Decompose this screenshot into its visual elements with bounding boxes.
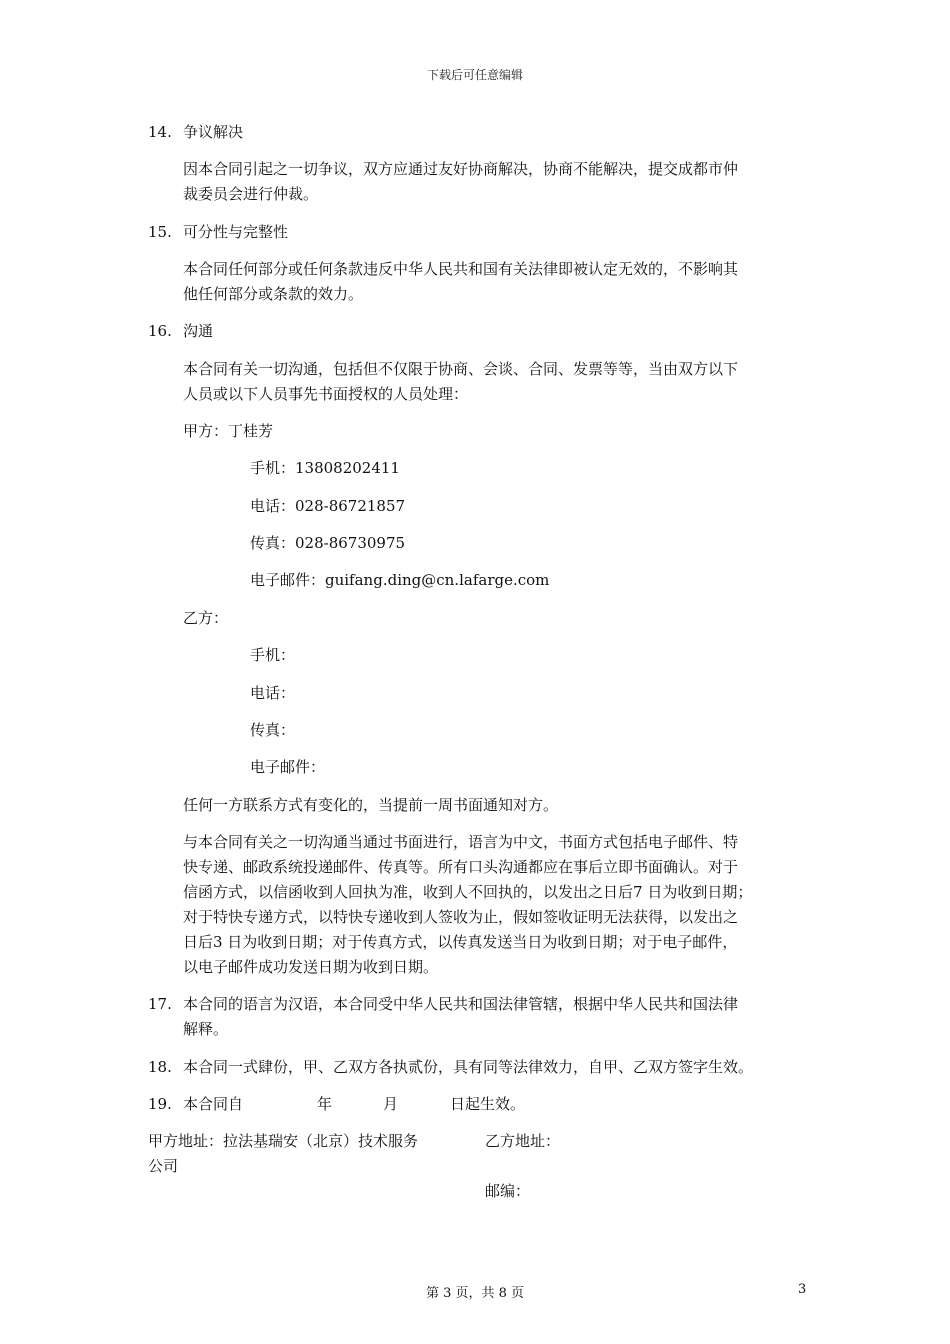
section-number: 15. <box>148 223 172 241</box>
paragraph-line: 解释。 <box>183 1020 229 1038</box>
party-b-fax: 传真： <box>250 721 296 739</box>
page-header: 下载后可任意编辑 <box>426 68 523 82</box>
section-title: 争议解决 <box>183 123 244 141</box>
paragraph-line: 裁委员会进行仲裁。 <box>183 185 319 203</box>
party-b-address: 乙方地址： <box>485 1132 561 1150</box>
party-a-address: 甲方地址：拉法基瑞安（北京）技术服务 <box>148 1132 419 1150</box>
paragraph-line: 他任何部分或条款的效力。 <box>183 285 364 303</box>
section-title: 可分性与完整性 <box>183 223 289 241</box>
section-number: 19. <box>148 1095 172 1113</box>
section-number: 17. <box>148 995 172 1013</box>
party-a-mobile: 手机：13808202411 <box>250 459 400 477</box>
effective-date-suffix: 日起生效。 <box>450 1095 526 1113</box>
paragraph-line: 任何一方联系方式有变化的，当提前一周书面通知对方。 <box>183 796 559 814</box>
section-number: 18. <box>148 1058 172 1076</box>
paragraph-line: 与本合同有关之一切沟通当通过书面进行，语言为中文，书面方式包括电子邮件、特 <box>183 833 739 851</box>
paragraph-line: 以电子邮件成功发送日期为收到日期。 <box>183 958 439 976</box>
paragraph-line: 快专递、邮政系统投递邮件、传真等。所有口头沟通都应在事后立即书面确认。对于 <box>183 858 739 876</box>
section-title: 沟通 <box>183 322 214 340</box>
paragraph-line: 本合同任何部分或任何条款违反中华人民共和国有关法律即被认定无效的，不影响其 <box>183 260 739 278</box>
party-a-name: 甲方：丁桂芳 <box>183 422 274 440</box>
party-b-mobile: 手机： <box>250 646 296 664</box>
paragraph-line: 信函方式，以信函收到人回执为准，收到人不回执的，以发出之日后7 日为收到日期； <box>183 883 753 901</box>
paragraph-line: 本合同一式肆份，甲、乙双方各执贰份，具有同等法律效力，自甲、乙双方签字生效。 <box>183 1058 754 1076</box>
paragraph-line: 日后3 日为收到日期；对于传真方式，以传真发送当日为收到日期；对于电子邮件， <box>183 933 738 951</box>
effective-date-prefix: 本合同自 <box>183 1095 244 1113</box>
paragraph-line: 本合同有关一切沟通，包括但不仅限于协商、会谈、合同、发票等等，当由双方以下 <box>183 360 739 378</box>
section-number: 14. <box>148 123 172 141</box>
effective-date-month: 月 <box>383 1095 399 1113</box>
effective-date-year: 年 <box>317 1095 333 1113</box>
paragraph-line: 本合同的语言为汉语，本合同受中华人民共和国法律管辖，根据中华人民共和国法律 <box>183 995 739 1013</box>
section-number: 16. <box>148 322 172 340</box>
postcode-label: 邮编： <box>485 1182 531 1200</box>
page-number: 3 <box>798 1282 807 1297</box>
paragraph-line: 对于特快专递方式，以特快专递收到人签收为止，假如签收证明无法获得，以发出之 <box>183 908 739 926</box>
party-a-email: 电子邮件：guifang.ding@cn.lafarge.com <box>250 571 550 589</box>
paragraph-line: 人员或以下人员事先书面授权的人员处理： <box>183 385 469 403</box>
party-b-email: 电子邮件： <box>250 758 326 776</box>
page-footer: 第 3 页，共 8 页 <box>425 1286 525 1301</box>
party-b-phone: 电话： <box>250 684 296 702</box>
party-b-name: 乙方： <box>183 609 229 627</box>
paragraph-line: 因本合同引起之一切争议，双方应通过友好协商解决，协商不能解决，提交成都市仲 <box>183 160 739 178</box>
party-a-fax: 传真：028-86730975 <box>250 534 406 552</box>
party-a-phone: 电话：028-86721857 <box>250 497 406 515</box>
party-a-address-cont: 公司 <box>148 1157 179 1175</box>
